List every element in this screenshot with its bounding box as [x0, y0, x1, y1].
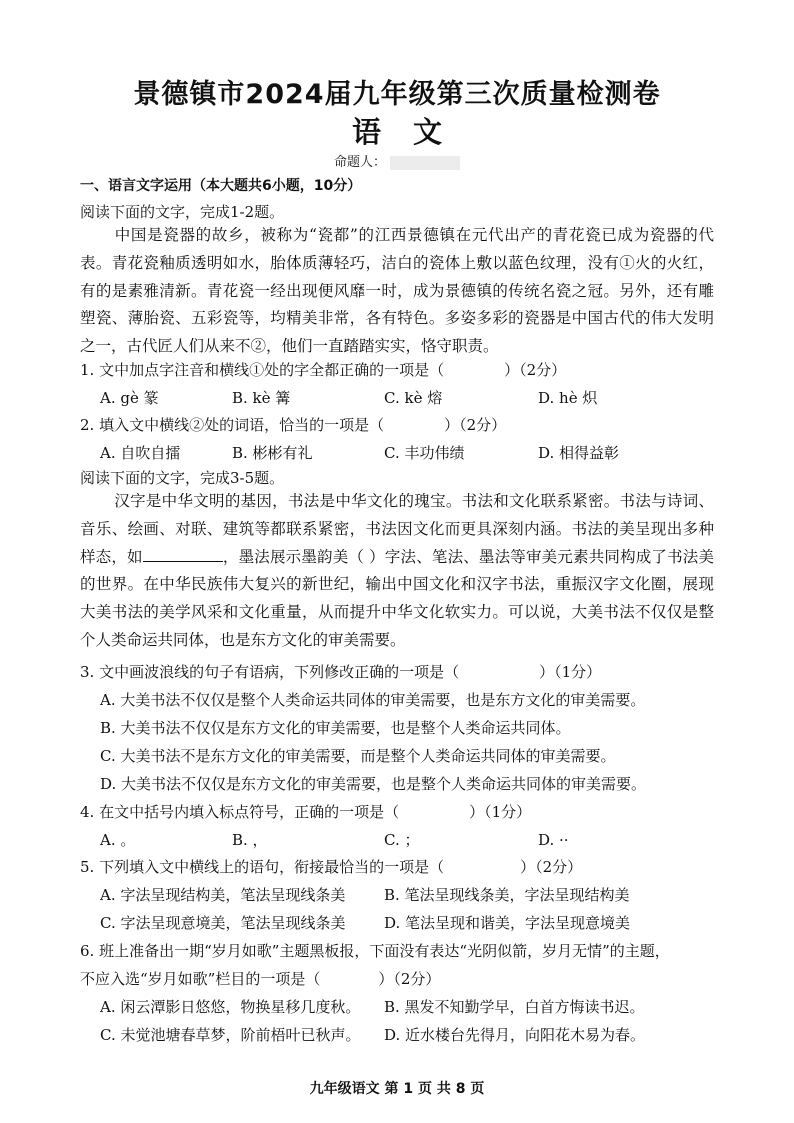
q5-option-a: A. 字法呈现结构美，笔法呈现线条美 [100, 886, 346, 904]
q2-option-a: A. 自吹自擂 [100, 444, 181, 462]
question-4 [80, 802, 531, 822]
passage-1 [80, 222, 714, 361]
q6-tail: ）（2分） [378, 970, 441, 988]
author-line [0, 151, 794, 170]
question-3 [80, 662, 601, 682]
q5-tail: ）（2分） [520, 858, 583, 876]
q3-option-d: D. 大美书法不仅仅是东方文化的审美需要，也是整个人类命运共同体的审美需要。 [100, 775, 647, 793]
exam-title: 景德镇市2024届九年级第三次质量检测卷 [133, 79, 661, 110]
passage-2-text-b: ，墨法展示墨韵美（ ）字法、笔法、墨法等审美元素共同构成了书法美的世界。在中华民族伟大复兴的新世纪，输出中国文化和汉字书法，重振汉字文化圈，展现大美书法的美学风采和文化重量，从而提升中华文化软实力。可以说，大美书法不仅仅是整个人类命运共同体，也是东方文化的审美需要。 [80, 547, 714, 649]
q4-tail: ）（1分） [469, 803, 532, 821]
q1-tail: ）（2分） [504, 361, 567, 379]
q4-stem: 4. 在文中括号内填入标点符号，正确的一项是（ [80, 803, 400, 821]
q1-option-d: D. hè 炽 [538, 389, 598, 407]
q3-tail: ）（1分） [539, 663, 602, 681]
q6-option-a: A. 闲云潭影日悠悠，物换星移几度秋。 [100, 998, 361, 1016]
section-heading: 一、语言文字运用（本大题共6小题，10分） [80, 178, 362, 194]
q6-stem: 不应入选“岁月如歌”栏目的一项是（ [80, 970, 321, 988]
q4-option-b: B. ， [232, 831, 268, 849]
passage-1-text: 中国是瓷器的故乡，被称为“瓷都”的江西景德镇在元代出产的青花瓷已成为瓷器的代表。青花瓷釉质透明如水，胎体质薄轻巧，洁白的瓷体上敷以蓝色纹理，没有①火的火红，有的是素雅清新。青花瓷一经出现便风靡一时，成为景德镇的传统名瓷之冠。另外，还有雕塑瓷、薄胎瓷、五彩瓷等，均精美非常，各有特色。多姿多彩的瓷器是中国古代的伟大发明之一，古代匠人们从来不②，他们一直踏踏实实，恪守职责。 [80, 226, 714, 356]
question-1 [80, 360, 566, 380]
q2-stem: 2. 填入文中横线②处的词语，恰当的一项是（ [80, 416, 385, 434]
q1-option-c: C. kè 熔 [384, 389, 443, 407]
q3-option-b: B. 大美书法不仅仅是东方文化的审美需要，也是整个人类命运共同体。 [100, 719, 571, 737]
q5-stem: 5. 下列填入文中横线上的语句，衔接最恰当的一项是（ [80, 858, 445, 876]
q3-stem: 3. 文中画波浪线的句子有语病，下列修改正确的一项是（ [80, 663, 460, 681]
passage-2-text-a: 汉字是中华文明的基因，书法是中华文化的瑰宝。书法和文化联系紧密。书法与诗词、音乐、绘画、对联、建筑等都联系紧密，书法因文化而更具深刻内涵。书法的美呈现出多种样态，如 [80, 492, 714, 566]
q6-option-d: D. 近水楼台先得月，向阳花木易为春。 [384, 1026, 646, 1044]
q5-option-c: C. 字法呈现意境美，笔法呈现线条美 [100, 914, 346, 932]
q5-option-d: D. 笔法呈现和谐美，字法呈现意境美 [384, 914, 631, 932]
passage-2-blank [143, 547, 223, 562]
passage-2 [80, 488, 714, 655]
question-6-line-2 [80, 969, 440, 989]
q3-option-a: A. 大美书法不仅仅是整个人类命运共同体的审美需要，也是东方文化的审美需要。 [100, 691, 646, 709]
author-label: 命题人： [333, 155, 386, 170]
q4-option-a: A. 。 [100, 831, 136, 849]
reading-intro-2: 阅读下面的文字，完成3-5题。 [80, 469, 285, 487]
q2-option-d: D. 相得益彰 [538, 444, 620, 462]
q1-option-a: A. gè 篆 [100, 389, 159, 407]
q1-option-b: B. kè 篝 [232, 389, 291, 407]
q6-option-c: C. 未觉池塘春草梦，阶前梧叶已秋声。 [100, 1026, 361, 1044]
q5-option-b: B. 笔法呈现线条美，字法呈现结构美 [384, 886, 630, 904]
question-5 [80, 857, 582, 877]
reading-intro-1: 阅读下面的文字，完成1-2题。 [80, 203, 285, 221]
question-2 [80, 415, 506, 435]
q2-option-b: B. 彬彬有礼 [232, 444, 313, 462]
q4-option-d: D. ·· [538, 831, 569, 849]
q2-option-c: C. 丰功伟绩 [384, 444, 465, 462]
q6-option-b: B. 黑发不知勤学早，白首方悔读书迟。 [384, 998, 645, 1016]
page-footer: 九年级语文 第 1 页 共 8 页 [309, 1081, 485, 1097]
q1-stem: 1. 文中加点字注音和横线①处的字全都正确的一项是（ [80, 361, 445, 379]
subject-title: 语文 [351, 115, 474, 149]
q3-option-c: C. 大美书法不是东方文化的审美需要，而是整个人类命运共同体的审美需要。 [100, 747, 616, 765]
question-6-line-1: 6. 班上准备出一期“岁月如歌”主题黑板报，下面没有表达“光阴似箭，岁月无情”的主题， [80, 942, 670, 960]
author-redacted [390, 156, 460, 170]
q2-tail: ）（2分） [444, 416, 507, 434]
q4-option-c: C. ； [384, 831, 420, 849]
